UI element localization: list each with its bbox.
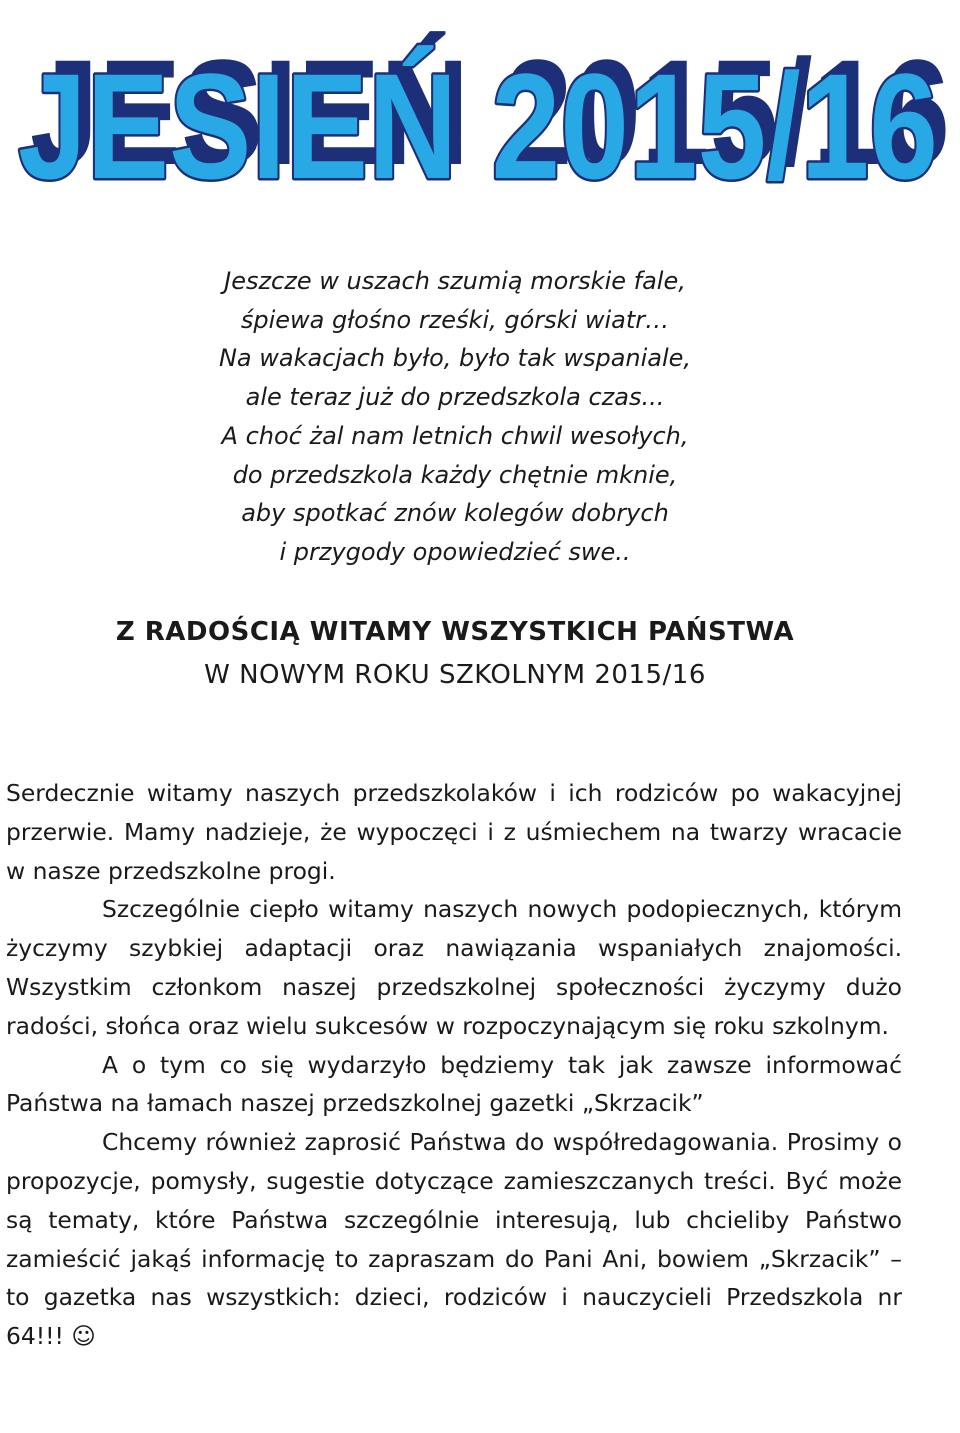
paragraph: Chcemy również zaprosić Państwa do współredagowania. Prosimy o propozycje, pomysły, sugestie dotyczące zamieszczanych treści. Być może są tematy, które Państwa szczególnie interesują, lub chcieliby Państwo zamieścić jakąś informację to zapraszam do Pani Ani, bowiem „Skrzacik” – to gazetka nas wszystkich: dzieci, rodziców i nauczycieli Przedszkola nr 64!!! ☺ [6,1128,902,1351]
page-title: JESIEŃ 2015/16 [18,42,938,200]
poem-line: Na wakacjach było, było tak wspaniale, [218,344,692,373]
poem-line: do przedszkola każdy chętnie mknie, [232,460,678,489]
poem-line: ale teraz już do przedszkola czas... [245,383,665,412]
poem-line: aby spotkać znów kolegów dobrych [241,499,669,528]
poem-line: A choć żal nam letnich chwil wesołych, [221,421,689,450]
poem [0,262,910,572]
article-body [6,774,902,1356]
paragraph: Szczególnie ciepło witamy naszych nowych podopiecznych, którym życzymy szybkiej adaptacji oraz nawiązania wspaniałych znajomości. Wszystkim członkom naszej przedszkolnej społeczności życzymy dużo radości, słońca oraz wielu sukcesów w rozpoczynającym się roku szkolnym. [6,895,902,1040]
greeting-subheading: W NOWYM ROKU SZKOLNYM 2015/16 [204,660,706,690]
paragraph: Serdecznie witamy naszych przedszkolaków i ich rodziców po wakacyjnej przerwie. Mamy nadzieje, że wypoczęci i z uśmiechem na twarzy wracacie w nasze przedszkolne progi. [6,779,902,885]
title-shadow: JESIEŃ 2015/16 [30,28,950,196]
title-banner [0,0,960,200]
poem-line: i przygody opowiedzieć swe.. [279,537,631,566]
paragraph: A o tym co się wydarzyło będziemy tak jak zawsze informować Państwa na łamach naszej przedszkolnej gazetki „Skrzacik” [6,1050,902,1118]
poem-line: Jeszcze w uszach szumią morskie fale, [224,267,686,295]
greeting-heading: Z RADOŚCIĄ WITAMY WSZYSTKICH PAŃSTWA [115,617,795,647]
title-wordart [0,0,960,200]
poem-line: śpiewa głośno rześki, górski wiatr… [240,305,670,334]
